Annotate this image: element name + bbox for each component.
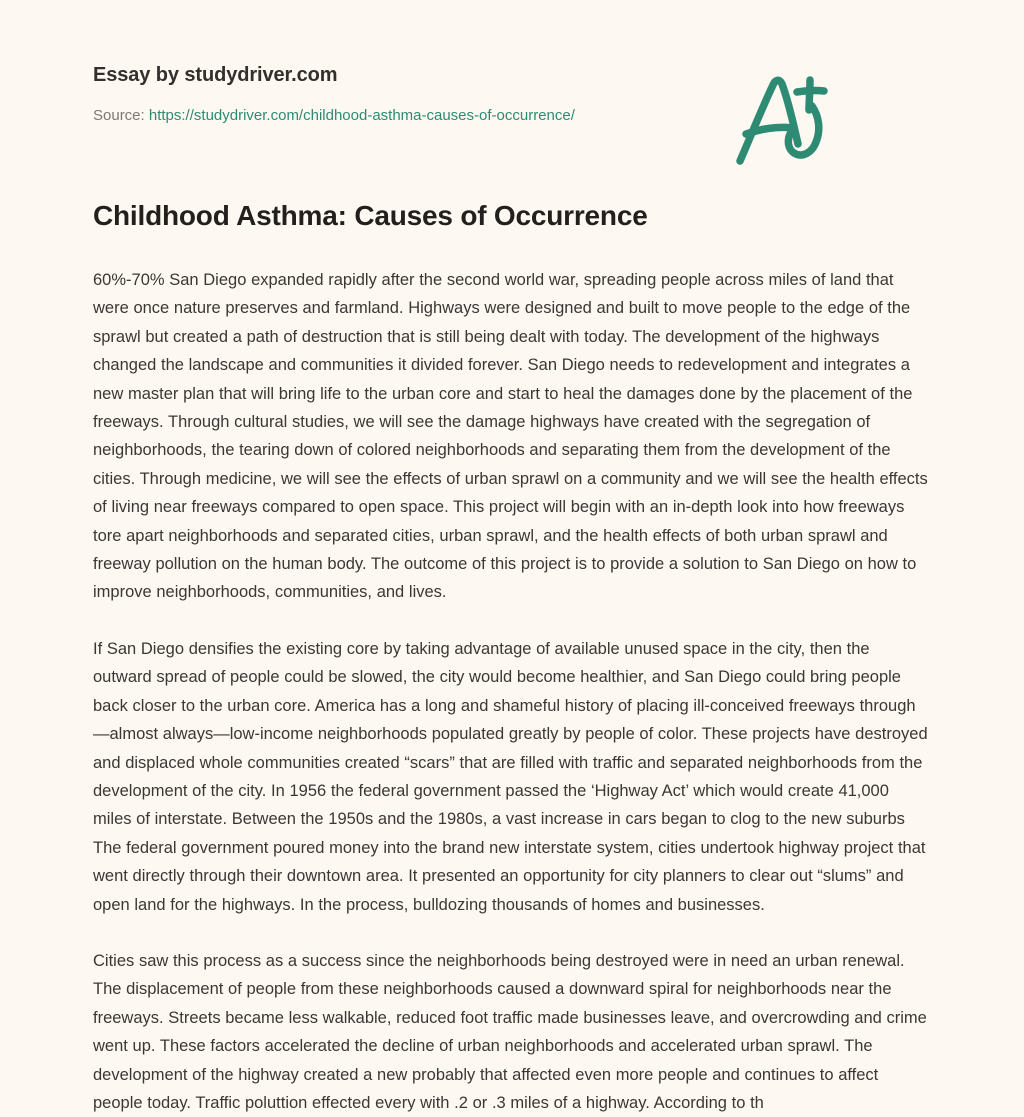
paragraph: Cities saw this process as a success since the neighborhoods being destroyed were in need an urban renewal. The displacement of people from these neighborhoods caused a downward spiral for neighborhoods near the freeways. Streets became less walkable, reduced foot traffic made businesses leave, and overcrowding and crime went up. These factors accelerated the decline of urban neighborhoods and accelerated urban sprawl. The development of the highway created a new probably that affected even more people and continues to affect people today. Traffic poluttion effected every with .2 or .3 miles of a highway. According to th	[93, 951, 927, 1112]
paragraph: If San Diego densifies the existing core by taking advantage of available unused space in the city, then the outward spread of people could be slowed, the city would become healthier, and San Diego could bring people back closer to the urban core. America has a long and shameful history of placing ill-conceived freeways through—almost always—low-income neighborhoods populated greatly by people of color. These projects have destroyed and displaced whole communities created “scars” that are filled with traffic and separated neighborhoods from the development of the city. In 1956 the federal government passed the ‘Highway Act’ which would create 41,000 miles of interstate. Between the 1950s and the 1980s, a vast increase in cars began to clog to the new suburbs The federal government poured money into the brand new interstate system, cities undertook highway project that went directly through their downtown area. It presented an opportunity for city planners to clear out “slums” and open land for the highways. In the process, bulldozing thousands of homes and businesses.	[93, 639, 928, 914]
page-title: Childhood Asthma: Causes of Occurrence	[93, 200, 648, 231]
studydriver-logo[interactable]	[726, 68, 838, 168]
article-body	[93, 266, 931, 1117]
paragraph: 60%-70% San Diego expanded rapidly after the second world war, spreading people across miles of land that were once nature preserves and farmland. Highways were designed and built to move people to the edge of the sprawl but created a path of destruction that is still being dealt with today. The development of the highways changed the landscape and communities it divided forever. San Diego needs to redevelopment and integrates a new master plan that will bring life to the urban core and start to heal the damages done by the placement of the freeways. Through cultural studies, we will see the damage highways have created with the segregation of neighborhoods, the tearing down of colored neighborhoods and separating them from the development of the cities. Through medicine, we will see the effects of urban sprawl on a community and we will see the health effects of living near freeways compared to open space. This project will begin with an in-depth look into how freeways tore apart neighborhoods and separated cities, urban sprawl, and the health effects of both urban sprawl and freeway pollution on the human body. The outcome of this project is to provide a solution to San Diego on how to improve neighborhoods, communities, and lives.	[93, 271, 928, 602]
source-label: Source:	[93, 107, 145, 124]
source-url-link[interactable]: https://studydriver.com/childhood-asthma-causes-of-occurrence/	[148, 107, 575, 124]
page-header	[93, 0, 931, 124]
article	[93, 198, 931, 1117]
byline: Essay by studydriver.com	[93, 64, 338, 86]
